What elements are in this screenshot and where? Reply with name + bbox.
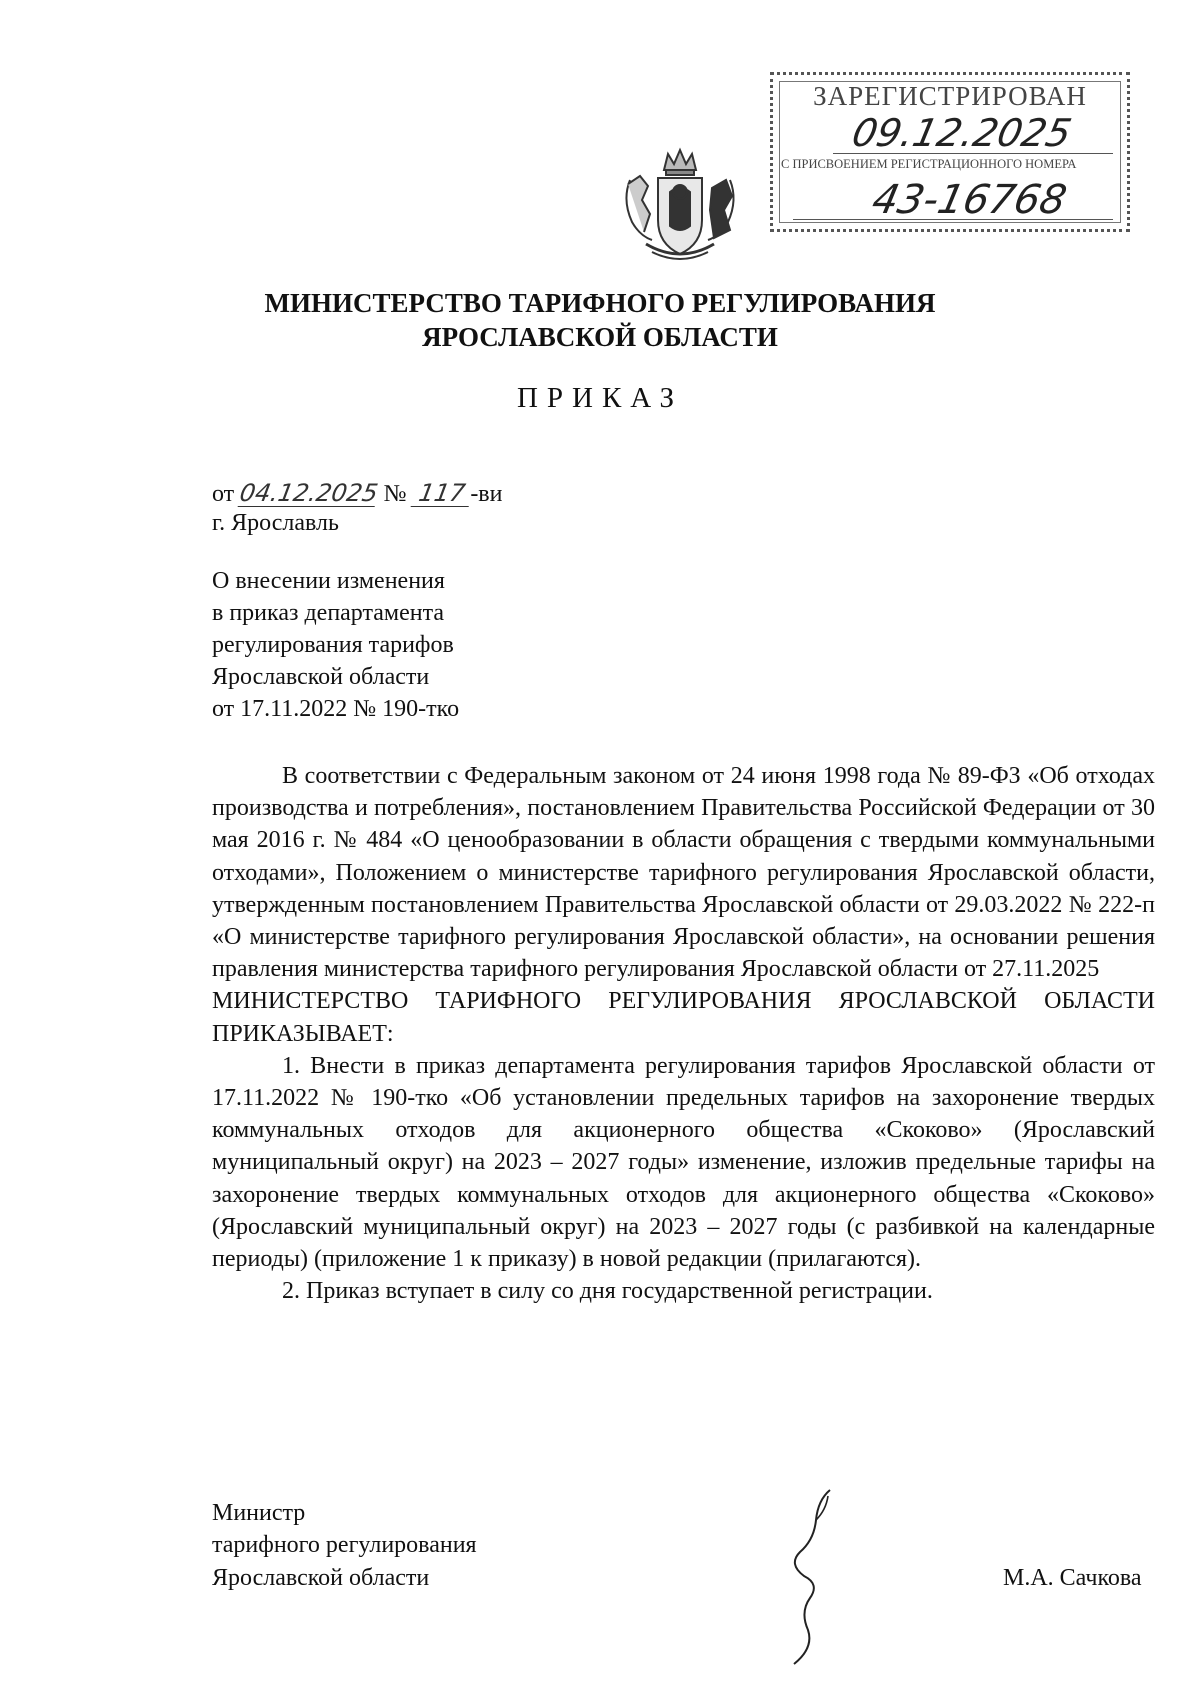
number-suffix: -ви [470, 481, 503, 507]
subject-line: О внесении изменения [212, 568, 445, 594]
stamp-number: 43-16768 [868, 177, 1071, 223]
order-item-2: 2. Приказ вступает в силу со дня государственной регистрации. [282, 1278, 933, 1305]
handwritten-date: 04.12.2025 [237, 479, 381, 507]
stamp-date: 09.12.2025 [848, 111, 1076, 155]
stamp-title: ЗАРЕГИСТРИРОВАН [813, 81, 1087, 111]
document-body [212, 760, 1155, 1307]
coat-of-arms-emblem [618, 140, 742, 266]
date-prefix: от [212, 481, 235, 507]
handwritten-number: 117 [410, 480, 473, 507]
signer-position-line1: Министр [212, 1500, 306, 1526]
subject-line: в приказ департамента [212, 600, 445, 626]
registration-stamp [770, 72, 1130, 232]
order-statement: МИНИСТЕРСТВО ТАРИФНОГО РЕГУЛИРОВАНИЯ ЯРОСЛАВСКОЙ ОБЛАСТИ ПРИКАЗЫВАЕТ: [212, 988, 1155, 1047]
stamp-divider [833, 153, 1113, 154]
preamble-paragraph: В соответствии с Федеральным законом от 24 июня 1998 года № 89-ФЗ «Об отходах производства и потребления», постановлением Правительства Российской Федерации от 30 мая 2016 г. № 484 «О ценообразовании в области обращения с твердыми коммунальными отходами», Положением о министерстве тарифного регулирования Ярославской области, утвержденным постановлением Правительства Ярославской области от 29.03.2022 № 222-п «О министерстве тарифного регулирования Ярославской области», на основании решения правления министерства тарифного регулирования Ярославской области от 27.11.2025 [212, 763, 1155, 983]
organization-name-line1: МИНИСТЕРСТВО ТАРИФНОГО РЕГУЛИРОВАНИЯ [264, 288, 936, 318]
stamp-subtitle: С ПРИСВОЕНИЕМ РЕГИСТРАЦИОННОГО НОМЕРА [781, 157, 1077, 171]
subject-line: регулирования тарифов [212, 632, 454, 658]
city: г. Ярославль [212, 510, 339, 536]
organization-name-line2: ЯРОСЛАВСКОЙ ОБЛАСТИ [422, 322, 778, 352]
signer-name: М.А. Сачкова [1003, 1565, 1142, 1591]
signer-position-line2: тарифного регулирования [212, 1532, 477, 1558]
document-type-title: ПРИКАЗ [516, 382, 684, 414]
document-date-number [212, 480, 502, 508]
handwritten-signature [770, 1480, 860, 1670]
subject-line: от 17.11.2022 № 190-тко [212, 696, 460, 722]
order-item-1: 1. Внести в приказ департамента регулирования тарифов Ярославской области от 17.11.2022 № 190-тко «Об установлении предельных тарифов на захоронение твердых коммунальных отходов для акционерного общества «Скоково» (Ярославский муниципальный округ) на 2023 – 2027 годы» изменение, изложив предельные тарифы на захоронение твердых коммунальных отходов для акционерного общества «Скоково» (Ярославский муниципальный округ) на 2023 – 2027 годы (с разбивкой на календарные периоды) (приложение 1 к приказу) в новой редакции (прилагаются). [212, 1052, 1155, 1273]
subject-line: Ярославской области [212, 664, 430, 690]
stamp-divider [793, 219, 1113, 220]
number-prefix: № [383, 481, 407, 507]
signer-position-line3: Ярославской области [212, 1565, 430, 1591]
